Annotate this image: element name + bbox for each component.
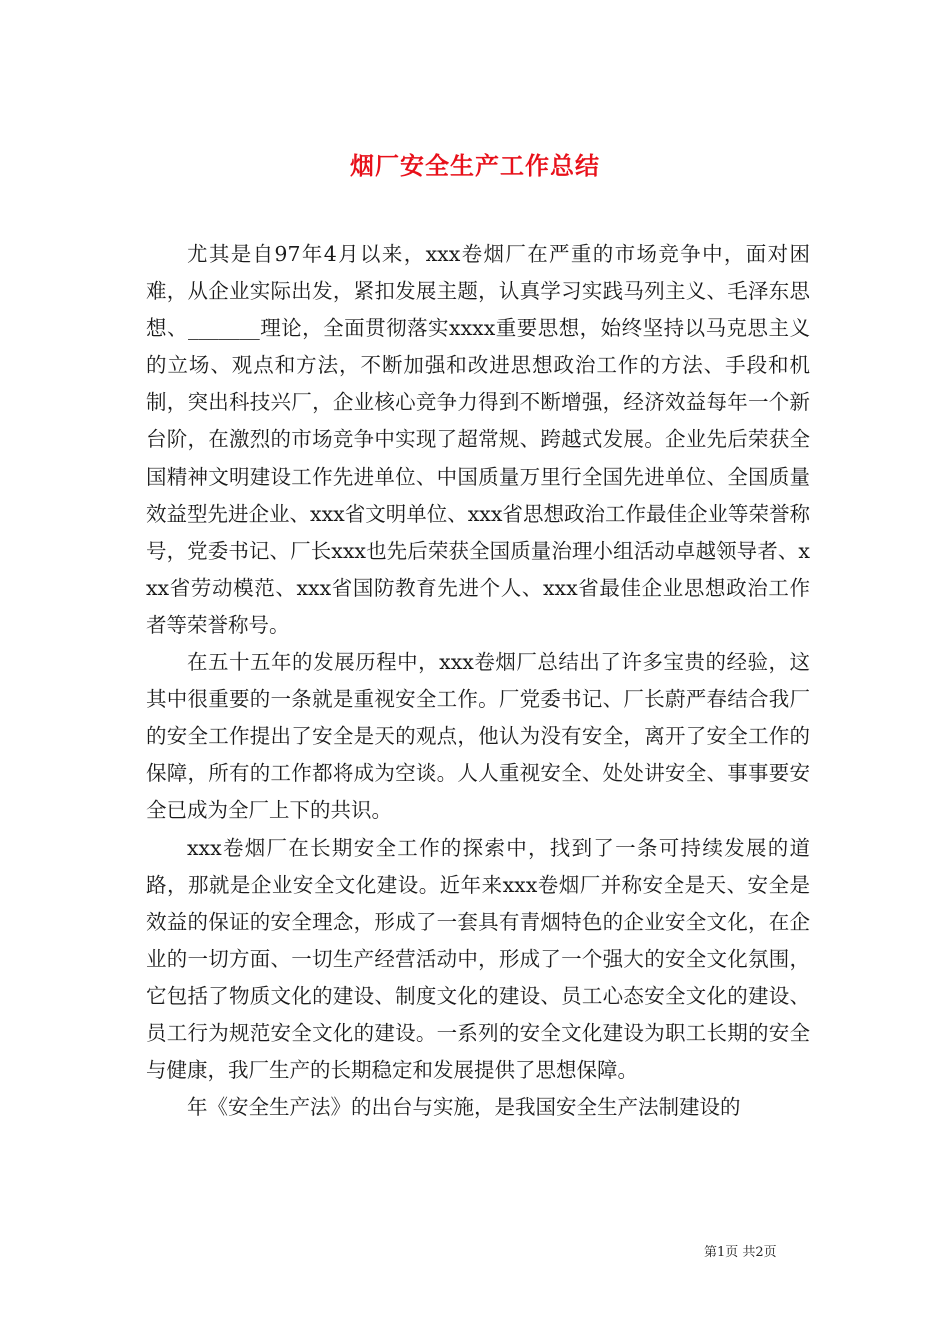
page-number-footer: 第1页 共2页 (704, 1245, 777, 1260)
document-title: 烟厂安全生产工作总结 (350, 151, 600, 181)
document-body (146, 236, 810, 1126)
paragraph-1: 尤其是自97年4月以来，xxx卷烟厂在严重的市场竞争中，面对困难，从企业实际出发，紧扣发展主题，认真学习实践马列主义、毛泽东思想、_______理论，全面贯彻落实xxxx重要思想，始终坚持以马克思主义的立场、观点和方法，不断加强和改进思想政治工作的方法、手段和机制，突出科技兴厂，企业核心竞争力得到不断增强，经济效益每年一个新台阶，在激烈的市场竞争中实现了超常规、跨越式发展。企业先后荣获全国精神文明建设工作先进单位、中国质量万里行全国先进单位、全国质量效益型先进企业、xxx省文明单位、xxx省思想政治工作最佳企业等荣誉称号，党委书记、厂长xxx也先后荣获全国质量治理小组活动卓越领导者、xxx省劳动模范、xxx省国防教育先进个人、xxx省最佳企业思想政治工作者等荣誉称号。 (146, 242, 810, 637)
paragraph-3: xxx卷烟厂在长期安全工作的探索中，找到了一条可持续发展的道路，那就是企业安全文化建设。近年来xxx卷烟厂并称安全是天、安全是效益的保证的安全理念，形成了一套具有青烟特色的企业安全文化，在企业的一切方面、一切生产经营活动中，形成了一个强大的安全文化氛围，它包括了物质文化的建设、制度文化的建设、员工心态安全文化的建设、员工行为规范安全文化的建设。一系列的安全文化建设为职工长期的安全与健康，我厂生产的长期稳定和发展提供了思想保障。 (146, 835, 810, 1083)
paragraph-2: 在五十五年的发展历程中，xxx卷烟厂总结出了许多宝贵的经验，这其中很重要的一条就是重视安全工作。厂党委书记、厂长蔚严春结合我厂的安全工作提出了安全是天的观点，他认为没有安全，离开了安全工作的保障，所有的工作都将成为空谈。人人重视安全、处处讲安全、事事要安全已成为全厂上下的共识。 (146, 650, 810, 823)
paragraph-4: 年《安全生产法》的出台与实施，是我国安全生产法制建设的 (187, 1095, 741, 1120)
